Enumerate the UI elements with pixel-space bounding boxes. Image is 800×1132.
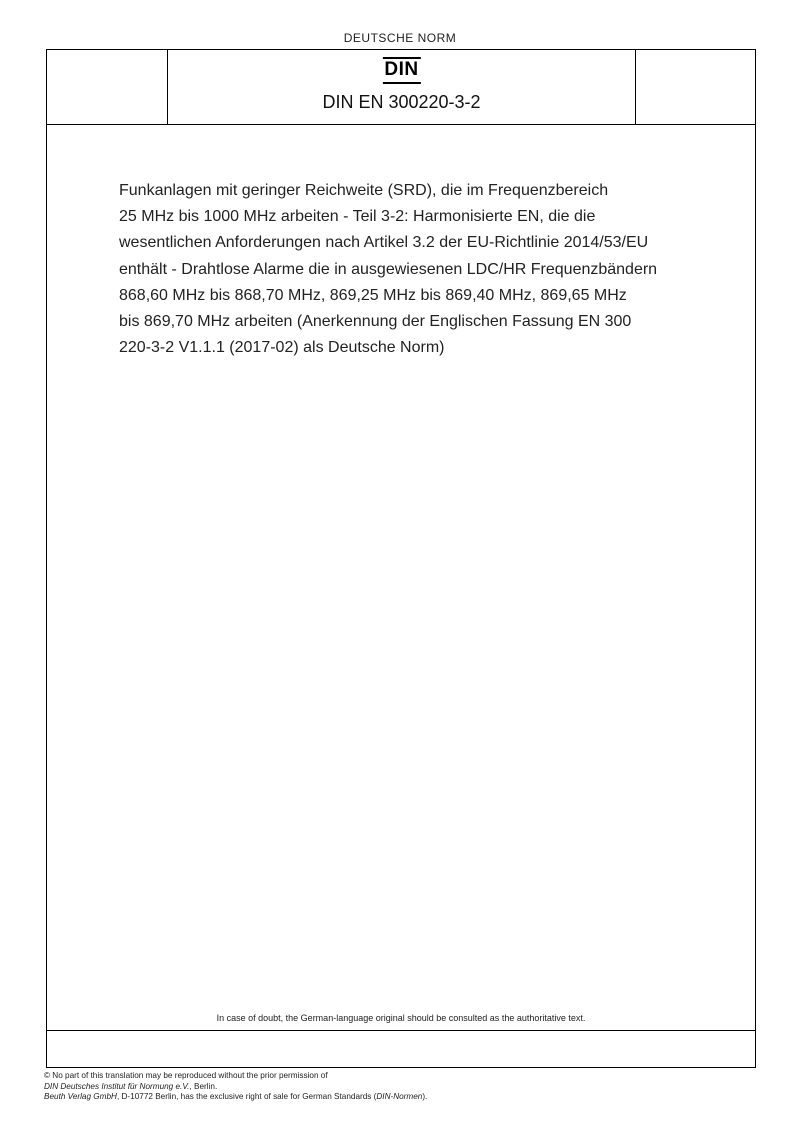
standard-title bbox=[119, 178, 719, 361]
title-line: enthält - Drahtlose Alarme die in ausgewiesenen LDC/HR Frequenzbändern bbox=[119, 260, 658, 278]
page-frame bbox=[46, 49, 756, 1068]
title-line: 25 MHz bis 1000 MHz arbeiten - Teil 3-2: Harmonisierte EN, die die bbox=[119, 208, 596, 226]
footer-din-normen: DIN-Normen bbox=[376, 1092, 423, 1102]
footer-din-city: , Berlin. bbox=[189, 1081, 218, 1091]
footer-din-name: DIN Deutsches Institut für Normung e.V. bbox=[44, 1081, 190, 1091]
footer-line-1: © No part of this translation may be reproduced without the prior permission of bbox=[44, 1071, 328, 1080]
title-line: bis 869,70 MHz arbeiten (Anerkennung der Englischen Fassung EN 300 bbox=[119, 313, 632, 331]
bottom-divider bbox=[47, 1030, 755, 1031]
header-table bbox=[47, 50, 755, 125]
document-type-label: DEUTSCHE NORM bbox=[343, 31, 457, 45]
copyright-footer bbox=[44, 1071, 744, 1103]
header-cell-left bbox=[47, 50, 168, 124]
footer-line-3 bbox=[44, 1092, 744, 1103]
header-cell-center bbox=[168, 50, 635, 124]
document-number: DIN EN 300220-3-2 bbox=[322, 92, 481, 112]
title-line: Funkanlagen mit geringer Reichweite (SRD), die im Frequenzbereich bbox=[119, 182, 609, 199]
din-logo: DIN bbox=[382, 57, 420, 84]
footer-publisher-name: Beuth Verlag GmbH bbox=[44, 1092, 117, 1102]
footer-line-2 bbox=[44, 1082, 744, 1093]
title-line: wesentlichen Anforderungen nach Artikel 3.2 der EU-Richtlinie 2014/53/EU bbox=[119, 234, 649, 252]
title-line: 220-3-2 V1.1.1 (2017-02) als Deutsche Norm) bbox=[119, 339, 445, 357]
authoritative-text-note: In case of doubt, the German-language original should be consulted as the authoritative text. bbox=[216, 1013, 586, 1023]
footer-end: ). bbox=[422, 1092, 428, 1102]
title-line: 868,60 MHz bis 868,70 MHz, 869,25 MHz bis 869,40 MHz, 869,65 MHz bbox=[119, 286, 627, 304]
header-cell-right bbox=[635, 50, 754, 124]
footer-rights-text: , D-10772 Berlin, has the exclusive right of sale for German Standards ( bbox=[116, 1092, 377, 1102]
